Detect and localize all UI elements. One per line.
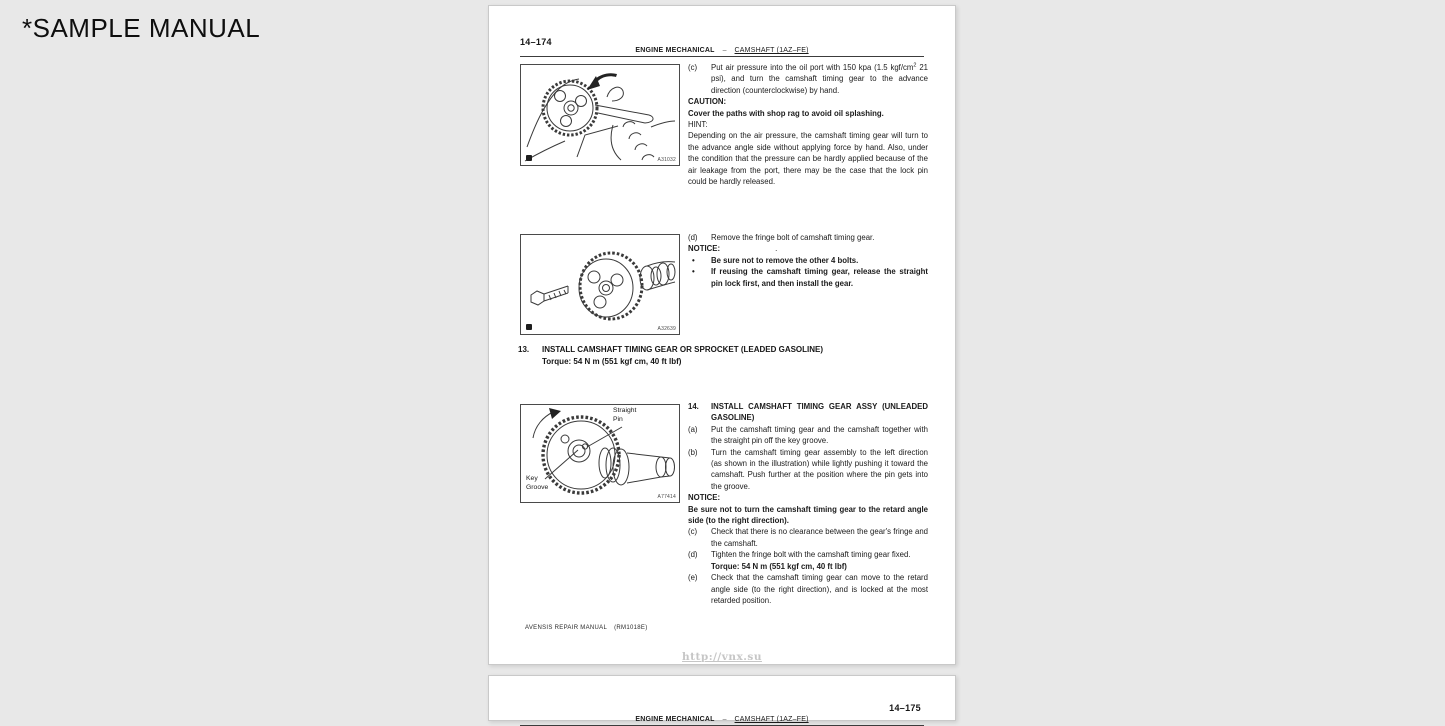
page-number: 14–175 [889, 703, 921, 713]
step-text: Remove the fringe bolt of camshaft timing gear. [711, 233, 875, 242]
straight-pin-label-line1: Straight [613, 407, 637, 414]
step-text: Tighten the fringe bolt with the camshaft timing gear fixed. [711, 550, 911, 560]
page-header [520, 47, 924, 57]
step-text-part2: 21 psi), and turn the camshaft timing gear to the advance direction (counterclockwise) by hand. [711, 63, 928, 95]
figure-marker-icon [526, 324, 532, 330]
item-13-body [542, 344, 823, 367]
header-section: ENGINE MECHANICAL [635, 47, 715, 54]
superscript-2: 2 [913, 62, 917, 69]
step-d2-body [711, 549, 928, 572]
page-footer [525, 625, 648, 631]
step-text [711, 62, 928, 96]
figure-code: A32639 [657, 326, 676, 332]
step-label: (b) [688, 447, 698, 457]
section-d-text-block [688, 232, 928, 289]
step-d2-torque: Torque: 54 N m (551 kgf cm, 40 ft lbf) [711, 561, 847, 571]
step-text: Check that the camshaft timing gear can move to the retard angle side (to the right direction), and is locked at the most retarded position. [711, 573, 928, 605]
step-e [688, 572, 928, 606]
item-number: 14. [688, 402, 699, 411]
header-subsection: CAMSHAFT (1AZ–FE) [734, 716, 809, 723]
step-label: (d) [688, 550, 698, 560]
bullet-text: Be sure not to remove the other 4 bolts. [711, 255, 859, 265]
item-13-title: INSTALL CAMSHAFT TIMING GEAR OR SPROCKET (LEADED GASOLINE) [542, 345, 824, 354]
notice-text: Be sure not to turn the camshaft timing gear to the retard angle side (to the right direction). [688, 504, 928, 526]
manual-name: AVENSIS REPAIR MANUAL [525, 625, 608, 631]
figure1-line-drawing [521, 65, 679, 165]
straight-pin-label-line2: Pin [613, 415, 623, 423]
section-c-text-block [688, 62, 928, 187]
step-text: Turn the camshaft timing gear assembly to the left direction (as shown in the illustration) while lightly pushing it toward the camshaft. Push further at the position where the pin gets into the groove. [711, 447, 928, 491]
url-watermark: http://vnx.su [682, 651, 762, 663]
step-text: Check that there is no clearance between the gear's fringe and the camshaft. [711, 527, 928, 548]
straight-pin-label [613, 407, 636, 424]
bullet-text: If reusing the camshaft timing gear, release the straight pin lock first, and then install the gear. [711, 267, 928, 288]
figure-marker-icon [526, 155, 532, 161]
figure-straight-pin-key-groove [520, 404, 680, 503]
step-text: Put the camshaft timing gear and the camshaft together with the straight pin off the key groove. [711, 424, 928, 446]
manual-code: (RM1018E) [614, 625, 648, 631]
step-c2 [688, 526, 928, 549]
sample-manual-watermark: *SAMPLE MANUAL [22, 13, 261, 43]
page-number: 14–174 [520, 37, 552, 47]
header-subsection: CAMSHAFT (1AZ–FE) [734, 47, 809, 54]
step-d2 [688, 549, 928, 572]
hint-text: Depending on the air pressure, the camshaft timing gear will turn to the advance angle side without applying force by hand. Also, under the condition that the pressure can be hardly applied because of the air leakage from the port, there may be the case that the lock pin could be hardly released. [688, 131, 928, 187]
step-b [688, 447, 928, 493]
header-dash: – [722, 47, 727, 54]
item-13-torque: Torque: 54 N m (551 kgf cm, 40 ft lbf) [542, 356, 682, 366]
step-c [688, 62, 928, 96]
figure-code: A31032 [657, 157, 676, 163]
step-label: (c) [688, 527, 698, 537]
step-label: (e) [688, 573, 698, 583]
hint-label: HINT: [688, 120, 708, 130]
step-a [688, 424, 928, 447]
figure2-line-drawing [521, 235, 679, 334]
header-section: ENGINE MECHANICAL [635, 716, 715, 723]
item-13-heading [518, 344, 930, 367]
key-groove-label [526, 475, 548, 492]
notice-bullet [688, 255, 928, 266]
step-label: (d) [688, 233, 698, 242]
step-label: (c) [688, 63, 698, 72]
step-text-part1: Put air pressure into the oil port with 150 kpa (1.5 kgf/cm [711, 63, 914, 72]
notice-bullet [688, 266, 928, 289]
caution-text: Cover the paths with shop rag to avoid oil splashing. [688, 108, 884, 118]
manual-page-175 [488, 675, 956, 721]
page-header [520, 716, 924, 726]
notice-label: NOTICE: [688, 493, 721, 503]
notice-label: NOTICE: [688, 244, 721, 254]
item-14-text-block [688, 401, 928, 606]
notice-row [688, 243, 928, 254]
key-groove-label-line1: Key [526, 475, 538, 482]
item-number: 13. [518, 345, 530, 354]
manual-page-174 [488, 5, 956, 665]
figure-fringe-bolt-exploded [520, 234, 680, 335]
step-label: (a) [688, 424, 698, 434]
header-dash: – [722, 716, 727, 723]
figure-code: A77414 [657, 494, 676, 500]
bullet-icon: • [692, 267, 695, 277]
item-14-title: INSTALL CAMSHAFT TIMING GEAR ASSY (UNLEADED GASOLINE) [711, 402, 928, 423]
item-14-heading [688, 401, 928, 424]
figure-air-pressure-gear [520, 64, 680, 166]
bullet-icon: • [692, 255, 695, 265]
caution-label: CAUTION: [688, 97, 727, 107]
stray-dot: . [775, 244, 778, 254]
key-groove-label-line2: Groove [526, 483, 549, 491]
step-d [688, 232, 928, 243]
